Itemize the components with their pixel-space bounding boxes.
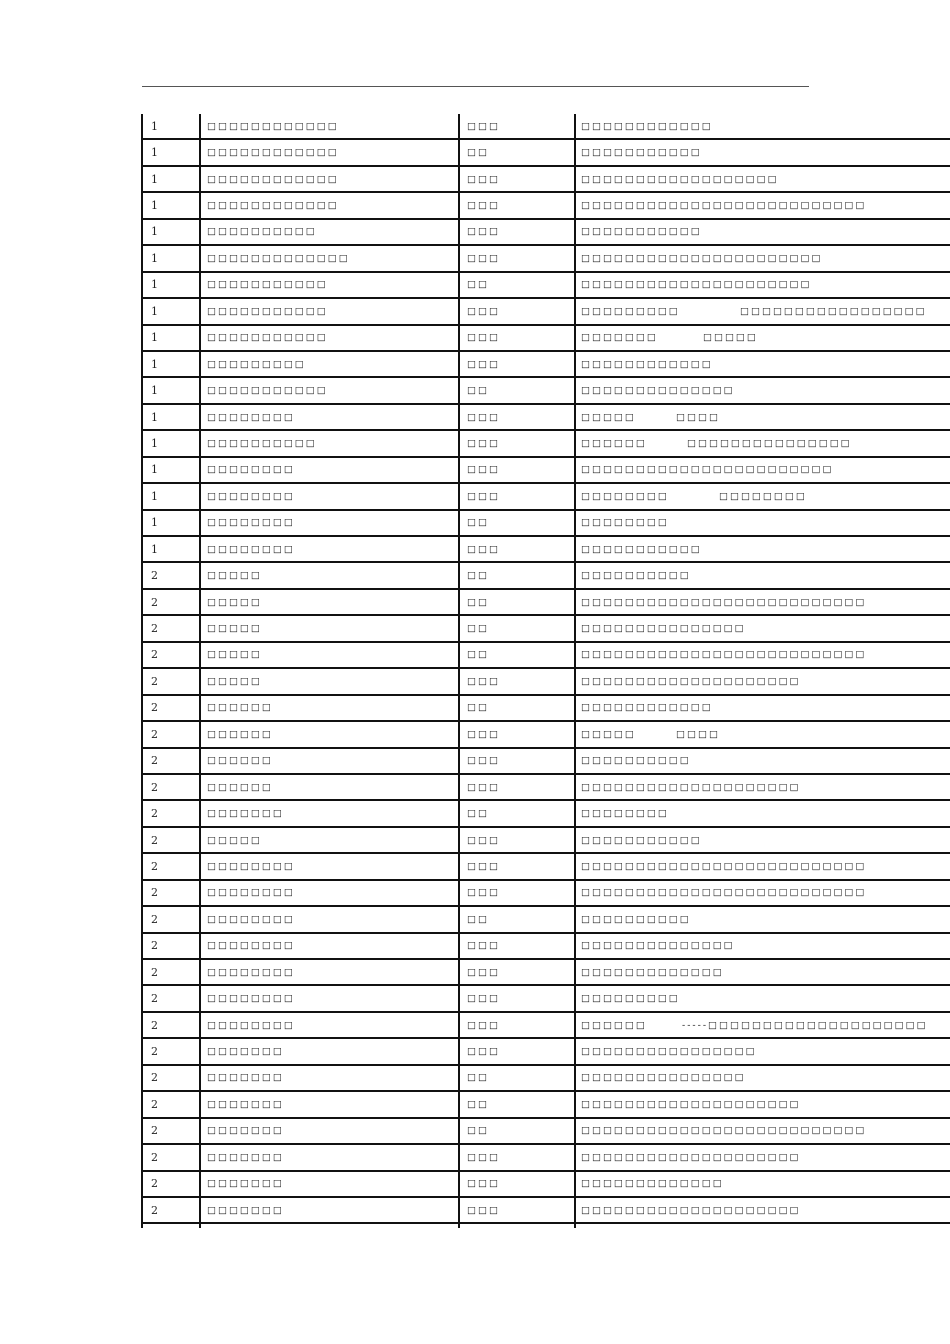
row-level: 2 — [151, 939, 158, 953]
row-desc: □□□□□□□□□□□ — [581, 543, 702, 555]
row-name: □□□□□□□□□□□ — [207, 279, 328, 291]
row-desc: □□□□□□□□□□□□ — [581, 358, 713, 370]
row-name: □□□□□□□□ — [207, 940, 295, 952]
table-row — [142, 669, 950, 695]
row-desc: □□□□□□□□□□□ — [581, 147, 702, 159]
table-row — [142, 537, 950, 563]
row-desc: □□□□□□□□□□□ — [581, 834, 702, 846]
table-border-left — [141, 114, 143, 1228]
row-name: □□□□□□□ — [207, 1098, 284, 1110]
table-row — [142, 114, 950, 140]
row-type: □□□ — [467, 675, 500, 687]
table-row — [142, 405, 950, 431]
row-level: 2 — [151, 1150, 158, 1164]
row-level: 2 — [151, 912, 158, 926]
table-row — [142, 881, 950, 907]
table-row — [142, 643, 950, 669]
row-name: □□□□□□□ — [207, 1125, 284, 1137]
row-level: 2 — [151, 992, 158, 1006]
row-type: □□□ — [467, 1151, 500, 1163]
row-type: □□□ — [467, 781, 500, 793]
row-level: 2 — [151, 886, 158, 900]
row-name: □□□□□ — [207, 623, 262, 635]
row-name: □□□□□□□□ — [207, 913, 295, 925]
row-level: 1 — [151, 357, 158, 371]
row-name: □□□□□□□□ — [207, 993, 295, 1005]
row-name: □□□□□□□□□□□ — [207, 332, 328, 344]
row-name: □□□□□□□ — [207, 1072, 284, 1084]
row-desc: □□□□□□□□□□□□ — [581, 702, 713, 714]
row-level: 1 — [151, 384, 158, 398]
row-level: 2 — [151, 727, 158, 741]
row-type: □□□ — [467, 173, 500, 185]
table-row — [142, 563, 950, 589]
table-row — [142, 749, 950, 775]
row-name: □□□□□□□□□□□□ — [207, 147, 339, 159]
row-level: 2 — [151, 1071, 158, 1085]
row-desc: □□□□□ □□□□ — [581, 728, 720, 740]
row-name: □□□□□□□□□□ — [207, 226, 317, 238]
row-desc: □□□□□□□□□□ — [581, 570, 691, 582]
row-type: □□□ — [467, 543, 500, 555]
row-type: □□□ — [467, 305, 500, 317]
row-type: □□□ — [467, 728, 500, 740]
row-desc: □□□□□□□□□□□□□□□□□□□□□□□□□□ — [581, 1125, 867, 1137]
row-desc: □□□□□□□□□□□□□ — [581, 1178, 724, 1190]
row-type: □□ — [467, 517, 489, 529]
row-level: 2 — [151, 833, 158, 847]
row-level: 2 — [151, 1124, 158, 1138]
row-name: □□□□□□□□ — [207, 966, 295, 978]
table-row — [142, 193, 950, 219]
row-level: 1 — [151, 119, 158, 133]
row-type: □□□ — [467, 490, 500, 502]
table-row — [142, 511, 950, 537]
row-name: □□□□□□□□□□□□□ — [207, 252, 350, 264]
row-type: □□□ — [467, 755, 500, 767]
row-name: □□□□□□□□□□□ — [207, 385, 328, 397]
table-row — [142, 1198, 950, 1224]
table-row — [142, 431, 950, 457]
row-desc: □□□□□□□□□□□□ — [581, 120, 713, 132]
table-row — [142, 1013, 950, 1039]
row-type: □□□ — [467, 940, 500, 952]
table-row — [142, 854, 950, 880]
table-row — [142, 696, 950, 722]
row-level: 1 — [151, 489, 158, 503]
table-row — [142, 246, 950, 272]
row-name: □□□□□ — [207, 834, 262, 846]
row-desc: □□□□□□□□□□□□□□ — [581, 385, 735, 397]
table-divider-2 — [458, 114, 460, 1228]
row-level: 1 — [151, 331, 158, 345]
row-name: □□□□□□□□□ — [207, 358, 306, 370]
row-type: □□□ — [467, 860, 500, 872]
row-level: 2 — [151, 754, 158, 768]
table-row — [142, 722, 950, 748]
row-type: □□ — [467, 649, 489, 661]
table-row — [142, 960, 950, 986]
row-desc: □□□□□□□□□□ — [581, 755, 691, 767]
row-level: 1 — [151, 278, 158, 292]
row-desc: □□□□□□□□□□□□□□□□□□□□□□□□□□ — [581, 200, 867, 212]
row-name: □□□□□□ — [207, 755, 273, 767]
table-row — [142, 590, 950, 616]
row-level: 1 — [151, 199, 158, 213]
row-desc: □□□□□□□□ — [581, 808, 669, 820]
row-desc: □□□□□□□□□□□□□□□□□□□□ — [581, 1098, 801, 1110]
row-name: □□□□□□□ — [207, 1178, 284, 1190]
table-row — [142, 934, 950, 960]
table-row — [142, 1039, 950, 1065]
row-desc: □□□□□□ □□□□□□□□□□□□□□□ — [581, 437, 852, 449]
row-level: 2 — [151, 1203, 158, 1217]
table-row — [142, 458, 950, 484]
row-desc: □□□□□□□□□□□□□□ — [581, 940, 735, 952]
row-name: □□□□□□□ — [207, 1046, 284, 1058]
table-row — [142, 220, 950, 246]
table-row — [142, 1145, 950, 1171]
table-row — [142, 616, 950, 642]
row-name: □□□□□ — [207, 570, 262, 582]
row-level: 1 — [151, 542, 158, 556]
row-name: □□□□□□□□□□ — [207, 437, 317, 449]
row-desc: □□□□□□□ □□□□□ — [581, 332, 758, 344]
table-row — [142, 378, 950, 404]
row-desc: □□□□□□ -----□□□□□□□□□□□□□□□□□□□□ — [581, 1019, 928, 1031]
row-desc: □□□□□□□□□□□□□□□□□□□□□□□□□□ — [581, 596, 867, 608]
row-desc: □□□□□□□□□□□□□□□□□□□□□□□□□□ — [581, 887, 867, 899]
row-type: □□ — [467, 279, 489, 291]
row-name: □□□□□□□□ — [207, 543, 295, 555]
table-row — [142, 775, 950, 801]
row-desc: □□□□□□□□□□□□□□□□□□□□□□□ — [581, 464, 834, 476]
table-row — [142, 352, 950, 378]
row-desc: □□□□□□□□□□ — [581, 913, 691, 925]
row-type: □□ — [467, 1098, 489, 1110]
table-divider-3 — [574, 114, 576, 1228]
row-level: 1 — [151, 225, 158, 239]
row-type: □□□ — [467, 437, 500, 449]
row-level: 1 — [151, 304, 158, 318]
row-desc: □□□□□□□□□□□□□□□□ — [581, 1046, 757, 1058]
row-type: □□ — [467, 1125, 489, 1137]
row-name: □□□□□□□□ — [207, 490, 295, 502]
row-type: □□□ — [467, 226, 500, 238]
row-desc: □□□□□□□□ □□□□□□□□ — [581, 490, 807, 502]
row-name: □□□□□□□ — [207, 808, 284, 820]
row-type: □□□ — [467, 358, 500, 370]
row-type: □□□ — [467, 200, 500, 212]
row-desc: □□□□□ □□□□ — [581, 411, 720, 423]
row-level: 2 — [151, 1097, 158, 1111]
row-level: 1 — [151, 410, 158, 424]
row-level: 2 — [151, 807, 158, 821]
row-desc: □□□□□□□□□ — [581, 993, 680, 1005]
row-desc: □□□□□□□□□□□□□□□□□□□□ — [581, 1204, 801, 1216]
table-row — [142, 907, 950, 933]
table-row — [142, 167, 950, 193]
row-name: □□□□□□□□□□□□ — [207, 120, 339, 132]
table-row — [142, 326, 950, 352]
row-desc: □□□□□□□□ — [581, 517, 669, 529]
row-type: □□□ — [467, 887, 500, 899]
row-desc: □□□□□□□□□□□□□□□□□□ — [581, 173, 779, 185]
row-desc: □□□□□□□□□□□□□□□□□□□□□□□□□□ — [581, 860, 867, 872]
row-name: □□□□□□□ — [207, 1204, 284, 1216]
row-level: 2 — [151, 1045, 158, 1059]
row-type: □□ — [467, 623, 489, 635]
row-name: □□□□□□ — [207, 728, 273, 740]
row-level: 2 — [151, 1018, 158, 1032]
row-name: □□□□□□ — [207, 781, 273, 793]
row-name: □□□□□□□□□□□□ — [207, 173, 339, 185]
row-type: □□ — [467, 1072, 489, 1084]
row-name: □□□□□□□□□□□□ — [207, 200, 339, 212]
row-level: 1 — [151, 251, 158, 265]
header-rule — [142, 86, 809, 87]
row-level: 1 — [151, 172, 158, 186]
row-type: □□□ — [467, 411, 500, 423]
row-level: 2 — [151, 780, 158, 794]
row-type: □□□ — [467, 993, 500, 1005]
row-name: □□□□□□ — [207, 702, 273, 714]
row-type: □□□ — [467, 332, 500, 344]
row-desc: □□□□□□□□□□□□□ — [581, 966, 724, 978]
row-level: 2 — [151, 701, 158, 715]
row-desc: □□□□□□□□□□□□□□□□□□□□ — [581, 781, 801, 793]
row-type: □□ — [467, 913, 489, 925]
table-row — [142, 828, 950, 854]
row-type: □□□ — [467, 464, 500, 476]
row-type: □□ — [467, 808, 489, 820]
row-desc: □□□□□□□□□□□□□□□□□□□□□□□□□□ — [581, 649, 867, 661]
row-name: □□□□□□□□□□□ — [207, 305, 328, 317]
row-desc: □□□□□□□□□□□ — [581, 226, 702, 238]
row-level: 2 — [151, 674, 158, 688]
row-desc: □□□□□□□□□□□□□□□□□□□□ — [581, 675, 801, 687]
row-type: □□□ — [467, 966, 500, 978]
row-name: □□□□□□□□ — [207, 464, 295, 476]
row-name: □□□□□□□□ — [207, 1019, 295, 1031]
table-divider-1 — [199, 114, 201, 1228]
row-type: □□ — [467, 385, 489, 397]
table-row — [142, 484, 950, 510]
row-type: □□□ — [467, 1019, 500, 1031]
row-level: 1 — [151, 436, 158, 450]
row-desc: □□□□□□□□□ □□□□□□□□□□□□□□□□□ — [581, 305, 927, 317]
row-type: □□ — [467, 596, 489, 608]
row-level: 2 — [151, 859, 158, 873]
row-type: □□□ — [467, 834, 500, 846]
row-type: □□□ — [467, 252, 500, 264]
row-desc: □□□□□□□□□□□□□□□□□□□□□ — [581, 279, 812, 291]
row-type: □□□ — [467, 120, 500, 132]
table-row — [142, 1092, 950, 1118]
row-level: 1 — [151, 516, 158, 530]
row-type: □□□ — [467, 1204, 500, 1216]
row-name: □□□□□□□□ — [207, 860, 295, 872]
row-name: □□□□□ — [207, 649, 262, 661]
row-type: □□ — [467, 702, 489, 714]
row-name: □□□□□□□□ — [207, 411, 295, 423]
row-desc: □□□□□□□□□□□□□□□□□□□□□□ — [581, 252, 823, 264]
data-table — [142, 114, 950, 1224]
table-row — [142, 1119, 950, 1145]
row-type: □□ — [467, 570, 489, 582]
row-level: 2 — [151, 622, 158, 636]
row-name: □□□□□ — [207, 596, 262, 608]
row-name: □□□□□ — [207, 675, 262, 687]
table-row — [142, 273, 950, 299]
row-level: 2 — [151, 595, 158, 609]
row-level: 2 — [151, 569, 158, 583]
row-level: 2 — [151, 965, 158, 979]
table-row — [142, 299, 950, 325]
row-name: □□□□□□□□ — [207, 887, 295, 899]
row-desc: □□□□□□□□□□□□□□□ — [581, 623, 746, 635]
row-type: □□□ — [467, 1178, 500, 1190]
row-type: □□ — [467, 147, 489, 159]
row-name: □□□□□□□□ — [207, 517, 295, 529]
table-row — [142, 1066, 950, 1092]
row-name: □□□□□□□ — [207, 1151, 284, 1163]
table-row — [142, 801, 950, 827]
row-type: □□□ — [467, 1046, 500, 1058]
row-level: 1 — [151, 146, 158, 160]
table-row — [142, 986, 950, 1012]
row-level: 2 — [151, 1177, 158, 1191]
row-level: 1 — [151, 463, 158, 477]
row-desc: □□□□□□□□□□□□□□□ — [581, 1072, 746, 1084]
table-row — [142, 140, 950, 166]
row-desc: □□□□□□□□□□□□□□□□□□□□ — [581, 1151, 801, 1163]
table-row — [142, 1172, 950, 1198]
row-level: 2 — [151, 648, 158, 662]
